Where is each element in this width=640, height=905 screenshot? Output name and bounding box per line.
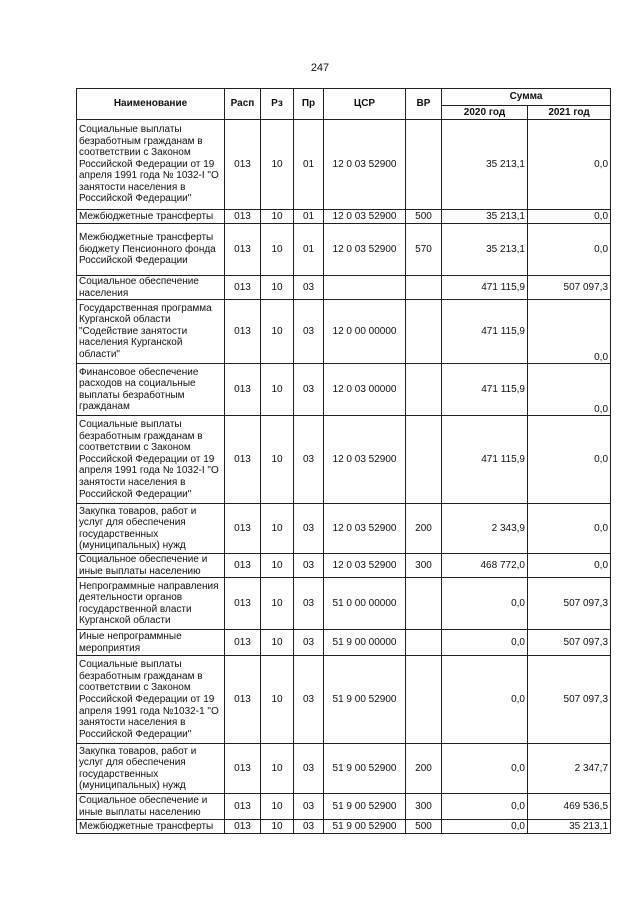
row-vr xyxy=(406,630,442,656)
header-2021: 2021 год xyxy=(528,106,611,120)
row-2021: 469 536,5 xyxy=(528,794,611,820)
table-row xyxy=(77,744,611,794)
row-vr: 500 xyxy=(406,210,442,224)
row-vr: 200 xyxy=(406,744,442,794)
row-2021: 0,0 xyxy=(528,210,611,224)
row-name: Непрограммные направления деятельности органов государственной власти Курганской области xyxy=(77,578,225,630)
row-2020: 2 343,9 xyxy=(442,504,528,554)
row-pr: 03 xyxy=(294,630,324,656)
row-rz: 10 xyxy=(261,416,294,504)
row-csr: 12 0 03 52900 xyxy=(324,120,406,210)
header-rz: Рз xyxy=(261,89,294,120)
row-csr: 51 9 00 52900 xyxy=(324,656,406,744)
row-2020: 0,0 xyxy=(442,656,528,744)
row-name: Государственная программа Курганской области "Содействие занятости населения Курганской области" xyxy=(77,300,225,364)
table-row xyxy=(77,364,611,416)
row-rasp: 013 xyxy=(225,416,261,504)
row-2020: 0,0 xyxy=(442,820,528,834)
row-rasp: 013 xyxy=(225,630,261,656)
row-pr: 03 xyxy=(294,504,324,554)
row-rz: 10 xyxy=(261,578,294,630)
row-vr: 200 xyxy=(406,504,442,554)
row-2021: 0,0 xyxy=(528,416,611,504)
row-2020: 35 213,1 xyxy=(442,120,528,210)
row-2021: 35 213,1 xyxy=(528,820,611,834)
row-2020: 0,0 xyxy=(442,630,528,656)
row-csr: 51 0 00 00000 xyxy=(324,578,406,630)
row-rasp: 013 xyxy=(225,504,261,554)
table-row xyxy=(77,820,611,834)
table-row xyxy=(77,224,611,276)
row-pr: 03 xyxy=(294,300,324,364)
row-2021: 507 097,3 xyxy=(528,276,611,300)
table-row xyxy=(77,416,611,504)
row-rz: 10 xyxy=(261,276,294,300)
row-vr xyxy=(406,364,442,416)
row-name: Социальное обеспечение и иные выплаты населению xyxy=(77,794,225,820)
row-csr: 12 0 03 52900 xyxy=(324,554,406,578)
row-rz: 10 xyxy=(261,794,294,820)
header-sum: Сумма xyxy=(442,89,611,106)
row-2020: 471 115,9 xyxy=(442,364,528,416)
row-2021: 0,0 xyxy=(528,300,611,364)
table-row xyxy=(77,578,611,630)
row-rasp: 013 xyxy=(225,210,261,224)
table-row xyxy=(77,210,611,224)
row-rz: 10 xyxy=(261,554,294,578)
row-csr: 51 9 00 52900 xyxy=(324,794,406,820)
row-rz: 10 xyxy=(261,504,294,554)
row-2020: 471 115,9 xyxy=(442,416,528,504)
table-row xyxy=(77,300,611,364)
row-pr: 03 xyxy=(294,578,324,630)
row-vr xyxy=(406,120,442,210)
row-pr: 01 xyxy=(294,224,324,276)
row-name: Межбюджетные трансферты xyxy=(77,820,225,834)
row-csr: 12 0 03 00000 xyxy=(324,364,406,416)
row-2021: 0,0 xyxy=(528,364,611,416)
row-rasp: 013 xyxy=(225,364,261,416)
row-rasp: 013 xyxy=(225,300,261,364)
table-row xyxy=(77,554,611,578)
row-vr: 300 xyxy=(406,554,442,578)
row-2021: 0,0 xyxy=(528,224,611,276)
row-vr xyxy=(406,416,442,504)
row-vr xyxy=(406,656,442,744)
table-row xyxy=(77,794,611,820)
row-name: Межбюджетные трансферты бюджету Пенсионного фонда Российской Федерации xyxy=(77,224,225,276)
row-2021: 0,0 xyxy=(528,120,611,210)
row-name: Закупка товаров, работ и услуг для обеспечения государственных (муниципальных) нужд xyxy=(77,744,225,794)
row-rasp: 013 xyxy=(225,224,261,276)
row-pr: 01 xyxy=(294,120,324,210)
row-rz: 10 xyxy=(261,364,294,416)
row-rz: 10 xyxy=(261,744,294,794)
header-vr: ВР xyxy=(406,89,442,120)
row-pr: 03 xyxy=(294,656,324,744)
row-2021: 0,0 xyxy=(528,554,611,578)
row-2021: 507 097,3 xyxy=(528,630,611,656)
row-name: Закупка товаров, работ и услуг для обеспечения государственных (муниципальных) нужд xyxy=(77,504,225,554)
row-rasp: 013 xyxy=(225,744,261,794)
header-rasp: Расп xyxy=(225,89,261,120)
row-2021: 507 097,3 xyxy=(528,578,611,630)
row-pr: 03 xyxy=(294,416,324,504)
row-rz: 10 xyxy=(261,224,294,276)
row-csr: 51 9 00 52900 xyxy=(324,820,406,834)
row-vr xyxy=(406,276,442,300)
row-rasp: 013 xyxy=(225,120,261,210)
row-name: Финансовое обеспечение расходов на социальные выплаты безработным гражданам xyxy=(77,364,225,416)
row-csr: 51 9 00 00000 xyxy=(324,630,406,656)
header-pr: Пр xyxy=(294,89,324,120)
row-csr: 12 0 03 52900 xyxy=(324,504,406,554)
row-rz: 10 xyxy=(261,300,294,364)
row-2020: 35 213,1 xyxy=(442,210,528,224)
row-2020: 471 115,9 xyxy=(442,276,528,300)
row-2021: 507 097,3 xyxy=(528,656,611,744)
row-name: Социальное обеспечение и иные выплаты населению xyxy=(77,554,225,578)
row-rz: 10 xyxy=(261,120,294,210)
row-2021: 2 347,7 xyxy=(528,744,611,794)
row-csr: 12 0 03 52900 xyxy=(324,416,406,504)
table-row xyxy=(77,276,611,300)
row-name: Социальные выплаты безработным гражданам в соответствии с Законом Российской Федерации от 19 апреля 1991 года № 1032-I "О занятости населения в Российской Федерации" xyxy=(77,120,225,210)
row-2020: 35 213,1 xyxy=(442,224,528,276)
row-rasp: 013 xyxy=(225,578,261,630)
header-2020: 2020 год xyxy=(442,106,528,120)
row-pr: 03 xyxy=(294,364,324,416)
table-row xyxy=(77,504,611,554)
row-pr: 03 xyxy=(294,744,324,794)
table-row xyxy=(77,120,611,210)
row-pr: 03 xyxy=(294,794,324,820)
row-2020: 0,0 xyxy=(442,578,528,630)
row-2020: 468 772,0 xyxy=(442,554,528,578)
row-rz: 10 xyxy=(261,210,294,224)
row-vr: 300 xyxy=(406,794,442,820)
row-rasp: 013 xyxy=(225,276,261,300)
row-rasp: 013 xyxy=(225,656,261,744)
row-rasp: 013 xyxy=(225,820,261,834)
row-vr: 500 xyxy=(406,820,442,834)
row-name: Социальные выплаты безработным гражданам в соответствии с Законом Российской Федерации от 19 апреля 1991 года №1032-1 "О занятости населения в Российской Федерации" xyxy=(77,656,225,744)
row-2020: 471 115,9 xyxy=(442,300,528,364)
row-pr: 03 xyxy=(294,820,324,834)
row-pr: 03 xyxy=(294,554,324,578)
row-rasp: 013 xyxy=(225,554,261,578)
row-rz: 10 xyxy=(261,630,294,656)
row-csr: 12 0 03 52900 xyxy=(324,224,406,276)
table-row xyxy=(77,656,611,744)
row-csr: 12 0 00 00000 xyxy=(324,300,406,364)
budget-table xyxy=(76,88,611,834)
row-rz: 10 xyxy=(261,656,294,744)
row-2020: 0,0 xyxy=(442,744,528,794)
row-name: Социальные выплаты безработным гражданам в соответствии с Законом Российской Федерации от 19 апреля 1991 года № 1032-I "О занятости населения в Российской Федерации" xyxy=(77,416,225,504)
row-vr xyxy=(406,578,442,630)
row-pr: 03 xyxy=(294,276,324,300)
header-name: Наименование xyxy=(77,89,225,120)
row-vr xyxy=(406,300,442,364)
row-csr: 51 9 00 52900 xyxy=(324,744,406,794)
row-csr: 12 0 03 52900 xyxy=(324,210,406,224)
row-name: Межбюджетные трансферты xyxy=(77,210,225,224)
table-row xyxy=(77,630,611,656)
row-name: Социальное обеспечение населения xyxy=(77,276,225,300)
row-2020: 0,0 xyxy=(442,794,528,820)
row-name: Иные непрограммные мероприятия xyxy=(77,630,225,656)
header-csr: ЦСР xyxy=(324,89,406,120)
page-number: 247 xyxy=(310,62,330,74)
row-2021: 0,0 xyxy=(528,504,611,554)
row-csr xyxy=(324,276,406,300)
row-vr: 570 xyxy=(406,224,442,276)
row-pr: 01 xyxy=(294,210,324,224)
row-rasp: 013 xyxy=(225,794,261,820)
row-rz: 10 xyxy=(261,820,294,834)
